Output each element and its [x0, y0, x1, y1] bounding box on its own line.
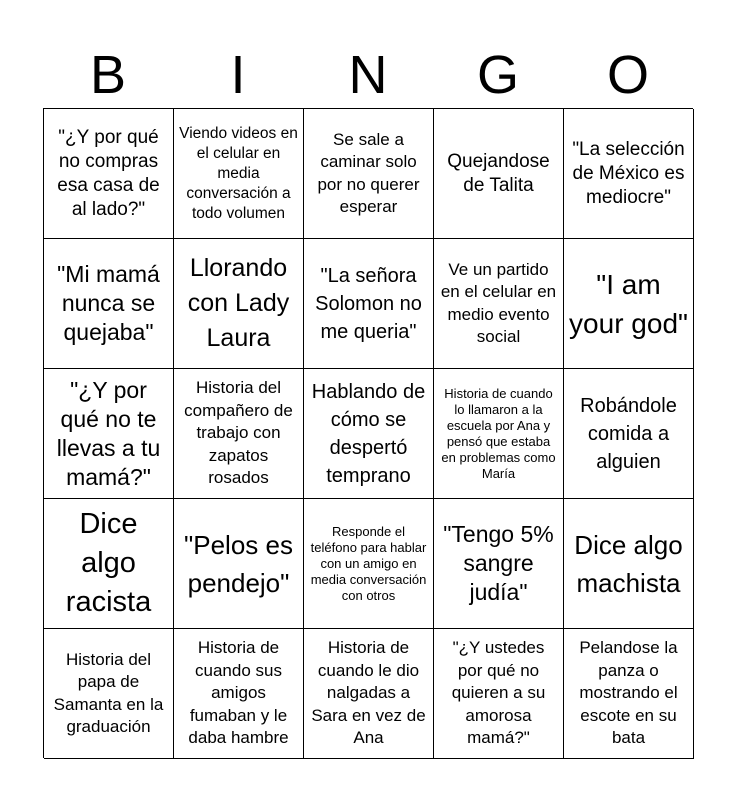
cell-text: Historia de cuando le dio nalgadas a Sara en vez de Ana: [311, 638, 426, 748]
header-letter-o: O: [606, 45, 649, 105]
cell-text: Dice algo racista: [65, 508, 152, 618]
bingo-cell[interactable]: [44, 109, 174, 239]
bingo-cell[interactable]: [174, 629, 304, 759]
cell-text: Historia de cuando sus amigos fumaban y le daba hambre: [188, 638, 289, 748]
bingo-cell[interactable]: [174, 499, 304, 629]
bingo-cell[interactable]: [304, 369, 434, 499]
header-letter-n: N: [348, 45, 388, 105]
cell-text: Historia de cuando lo llamaron a la escuela por Ana y pensó que estaba en problemas como María: [441, 385, 556, 481]
bingo-cell[interactable]: [44, 369, 174, 499]
cell-text: Robándole comida a alguien: [580, 394, 677, 473]
cell-text: Viendo videos en el celular en media conversación a todo volumen: [179, 124, 298, 222]
bingo-cell[interactable]: [44, 499, 174, 629]
cell-text: Historia del compañero de trabajo con zapatos rosados: [184, 378, 293, 488]
cell-text: Hablando de cómo se despertó temprano: [311, 380, 426, 487]
cell-text: Llorando con Lady Laura: [187, 254, 290, 352]
bingo-cell[interactable]: [304, 499, 434, 629]
bingo-cell[interactable]: [304, 239, 434, 369]
cell-text: Dice algo machista: [574, 529, 683, 598]
bingo-cell[interactable]: [434, 239, 564, 369]
cell-text: Quejandose de Talita: [447, 150, 550, 196]
bingo-cell[interactable]: [564, 499, 694, 629]
header-letter-i: I: [230, 45, 246, 105]
bingo-cell[interactable]: [44, 629, 174, 759]
bingo-header: [43, 44, 693, 106]
cell-text: "Tengo 5% sangre judía": [443, 521, 554, 605]
bingo-cell[interactable]: [174, 239, 304, 369]
cell-text: "La selección de México es mediocre": [572, 138, 685, 208]
cell-text: Responde el teléfono para hablar con un amigo en media conversación con otros: [310, 523, 427, 603]
bingo-cell[interactable]: [174, 109, 304, 239]
bingo-cell[interactable]: [304, 629, 434, 759]
bingo-grid: [43, 108, 693, 758]
bingo-cell[interactable]: [434, 499, 564, 629]
bingo-cell[interactable]: [304, 109, 434, 239]
cell-text: "¿Y ustedes por qué no quieren a su amorosa mamá?": [451, 638, 546, 748]
bingo-cell[interactable]: [434, 109, 564, 239]
bingo-cell[interactable]: [564, 369, 694, 499]
bingo-cell[interactable]: [174, 369, 304, 499]
cell-text: Pelandose la panza o mostrando el escote en su bata: [579, 638, 678, 748]
cell-text: "La señora Solomon no me queria": [315, 264, 422, 343]
bingo-cell[interactable]: [44, 239, 174, 369]
header-letter-g: G: [476, 45, 519, 105]
bingo-cell[interactable]: [434, 369, 564, 499]
cell-text: Se sale a caminar solo por no querer esperar: [317, 129, 420, 216]
header-letter-b: B: [89, 45, 127, 105]
bingo-cell[interactable]: [564, 629, 694, 759]
cell-text: "Mi mamá nunca se quejaba": [57, 261, 160, 345]
cell-text: Ve un partido en el celular en medio evento social: [440, 259, 557, 346]
cell-text: Historia del papa de Samanta en la graduación: [53, 649, 164, 736]
bingo-cell[interactable]: [564, 109, 694, 239]
cell-text: "Pelos es pendejo": [184, 529, 293, 598]
cell-text: "¿Y por qué no te llevas a tu mamá?": [56, 376, 161, 490]
bingo-cell[interactable]: [564, 239, 694, 369]
bingo-cell[interactable]: [434, 629, 564, 759]
cell-text: "I am your god": [569, 268, 688, 339]
cell-text: "¿Y por qué no compras esa casa de al lado?": [57, 126, 160, 220]
